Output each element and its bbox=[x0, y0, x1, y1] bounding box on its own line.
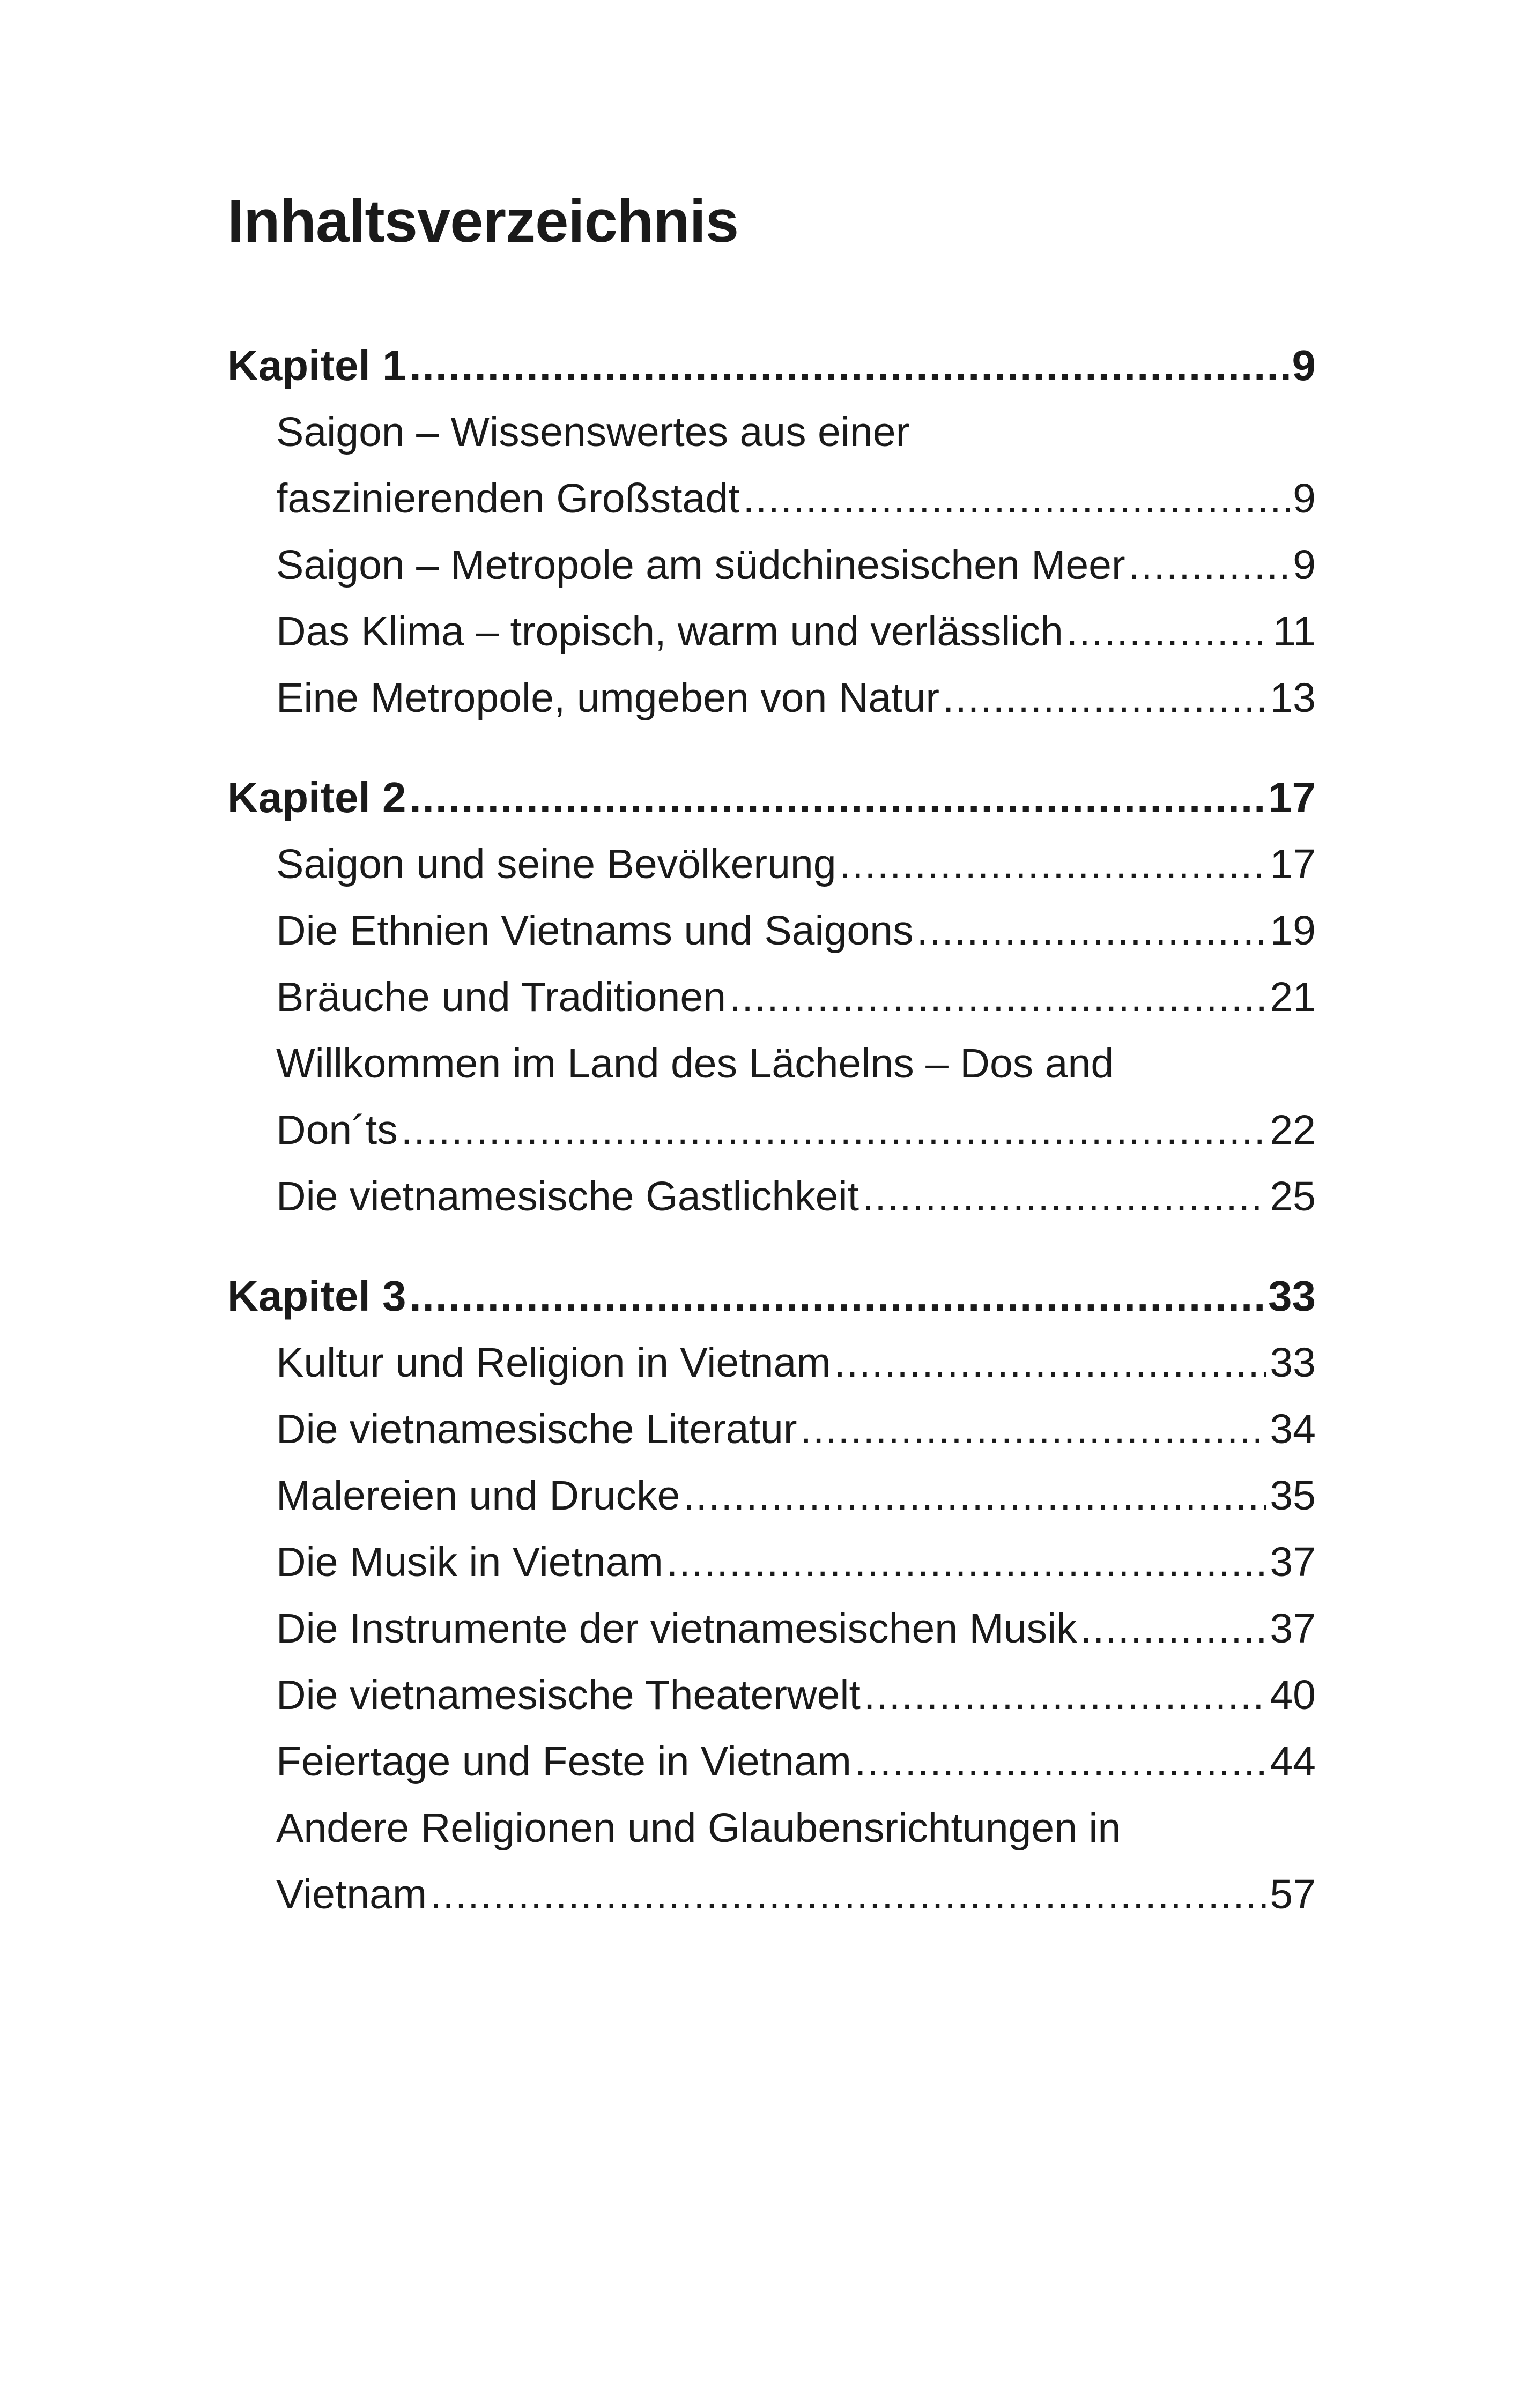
dot-leader bbox=[1129, 532, 1290, 598]
entry-label: Die vietnamesische Theaterwelt bbox=[276, 1672, 861, 1718]
dot-leader bbox=[855, 1728, 1266, 1795]
entry-label: Feiertage und Feste in Vietnam bbox=[276, 1738, 851, 1785]
entry-label: Kultur und Religion in Vietnam bbox=[276, 1340, 831, 1386]
dot-leader bbox=[917, 897, 1267, 964]
chapter-spacer bbox=[227, 1230, 1316, 1263]
dot-leader bbox=[943, 665, 1266, 731]
page-number: 40 bbox=[1270, 1672, 1316, 1718]
chapter-label: Kapitel 2 bbox=[227, 774, 406, 821]
toc-entry bbox=[227, 1595, 1316, 1662]
toc-entry bbox=[227, 1861, 1316, 1928]
chapter-spacer bbox=[227, 731, 1316, 764]
page-title: Inhaltsverzeichnis bbox=[227, 188, 739, 255]
dot-leader bbox=[743, 465, 1290, 532]
entry-label: Die Instrumente der vietnamesischen Musik bbox=[276, 1606, 1077, 1652]
dot-leader bbox=[409, 1263, 1265, 1329]
page-number: 22 bbox=[1270, 1107, 1316, 1153]
entry-label: Saigon und seine Bevölkerung bbox=[276, 841, 836, 887]
page-number: 17 bbox=[1270, 841, 1316, 887]
dot-leader bbox=[430, 1861, 1266, 1928]
toc-entry bbox=[227, 1728, 1316, 1795]
dot-leader bbox=[409, 764, 1265, 831]
page-number: 37 bbox=[1270, 1539, 1316, 1585]
page-number: 9 bbox=[1292, 341, 1316, 389]
toc-entry bbox=[227, 1662, 1316, 1728]
entry-label: Die vietnamesische Gastlichkeit bbox=[276, 1173, 859, 1220]
dot-leader bbox=[834, 1329, 1266, 1396]
page-number: 57 bbox=[1270, 1871, 1316, 1918]
entry-label: Bräuche und Traditionen bbox=[276, 974, 727, 1020]
toc-entry bbox=[227, 831, 1316, 897]
toc-entry bbox=[227, 897, 1316, 964]
toc-entry-line: Saigon – Wissenswertes aus einer bbox=[276, 409, 910, 455]
page-number: 9 bbox=[1293, 542, 1316, 588]
dot-leader bbox=[801, 1396, 1267, 1462]
entry-label: Das Klima – tropisch, warm und verlässlich bbox=[276, 608, 1063, 655]
chapter-section bbox=[227, 764, 1316, 1230]
dot-leader bbox=[683, 1462, 1266, 1529]
entry-label: Saigon – Metropole am südchinesischen Meer bbox=[276, 542, 1125, 588]
page-number: 33 bbox=[1268, 1272, 1316, 1320]
toc-entry bbox=[227, 964, 1316, 1030]
entry-label: Malereien und Drucke bbox=[276, 1473, 680, 1519]
toc-entry bbox=[227, 1097, 1316, 1163]
dot-leader bbox=[401, 1097, 1267, 1163]
toc-entry bbox=[227, 1163, 1316, 1230]
page-number: 19 bbox=[1270, 908, 1316, 954]
page-number: 44 bbox=[1270, 1738, 1316, 1785]
page-number: 11 bbox=[1273, 608, 1316, 655]
dot-leader bbox=[409, 332, 1288, 399]
entry-label: faszinierenden Großstadt bbox=[276, 475, 740, 522]
dot-leader bbox=[862, 1163, 1266, 1230]
chapter-heading bbox=[227, 332, 1316, 399]
toc-entry bbox=[227, 1396, 1316, 1462]
table-of-contents bbox=[227, 332, 1316, 1928]
page-number: 17 bbox=[1268, 774, 1316, 821]
dot-leader bbox=[729, 964, 1266, 1030]
page-number: 21 bbox=[1270, 974, 1316, 1020]
toc-entry bbox=[227, 532, 1316, 598]
toc-entry bbox=[227, 465, 1316, 532]
entry-label: Die Ethnien Vietnams und Saigons bbox=[276, 908, 914, 954]
chapter-heading bbox=[227, 764, 1316, 831]
toc-entry bbox=[227, 1462, 1316, 1529]
page-number: 37 bbox=[1270, 1606, 1316, 1652]
toc-entry bbox=[227, 665, 1316, 731]
toc-entry-line: Willkommen im Land des Lächelns – Dos and bbox=[276, 1041, 1114, 1087]
toc-entry-line: Andere Religionen und Glaubensrichtungen in bbox=[276, 1805, 1121, 1851]
chapter-label: Kapitel 3 bbox=[227, 1272, 406, 1320]
page-number: 35 bbox=[1270, 1473, 1316, 1519]
dot-leader bbox=[666, 1529, 1267, 1595]
chapter-label: Kapitel 1 bbox=[227, 341, 406, 389]
entry-label: Eine Metropole, umgeben von Natur bbox=[276, 675, 940, 721]
entry-label: Die vietnamesische Literatur bbox=[276, 1406, 797, 1452]
entry-label: Don´ts bbox=[276, 1107, 398, 1153]
toc-entry bbox=[227, 1529, 1316, 1595]
chapter-section bbox=[227, 332, 1316, 731]
page-number: 34 bbox=[1270, 1406, 1316, 1452]
page-number: 13 bbox=[1270, 675, 1316, 721]
dot-leader bbox=[864, 1662, 1266, 1728]
page-number: 33 bbox=[1270, 1340, 1316, 1386]
toc-entry bbox=[227, 598, 1316, 665]
dot-leader bbox=[840, 831, 1267, 897]
dot-leader bbox=[1066, 598, 1270, 665]
entry-label: Die Musik in Vietnam bbox=[276, 1539, 663, 1585]
page-number: 9 bbox=[1293, 475, 1316, 522]
page-number: 25 bbox=[1270, 1173, 1316, 1220]
entry-label: Vietnam bbox=[276, 1871, 427, 1918]
chapter-section bbox=[227, 1263, 1316, 1928]
dot-leader bbox=[1080, 1595, 1267, 1662]
chapter-heading bbox=[227, 1263, 1316, 1329]
toc-entry bbox=[227, 1329, 1316, 1396]
